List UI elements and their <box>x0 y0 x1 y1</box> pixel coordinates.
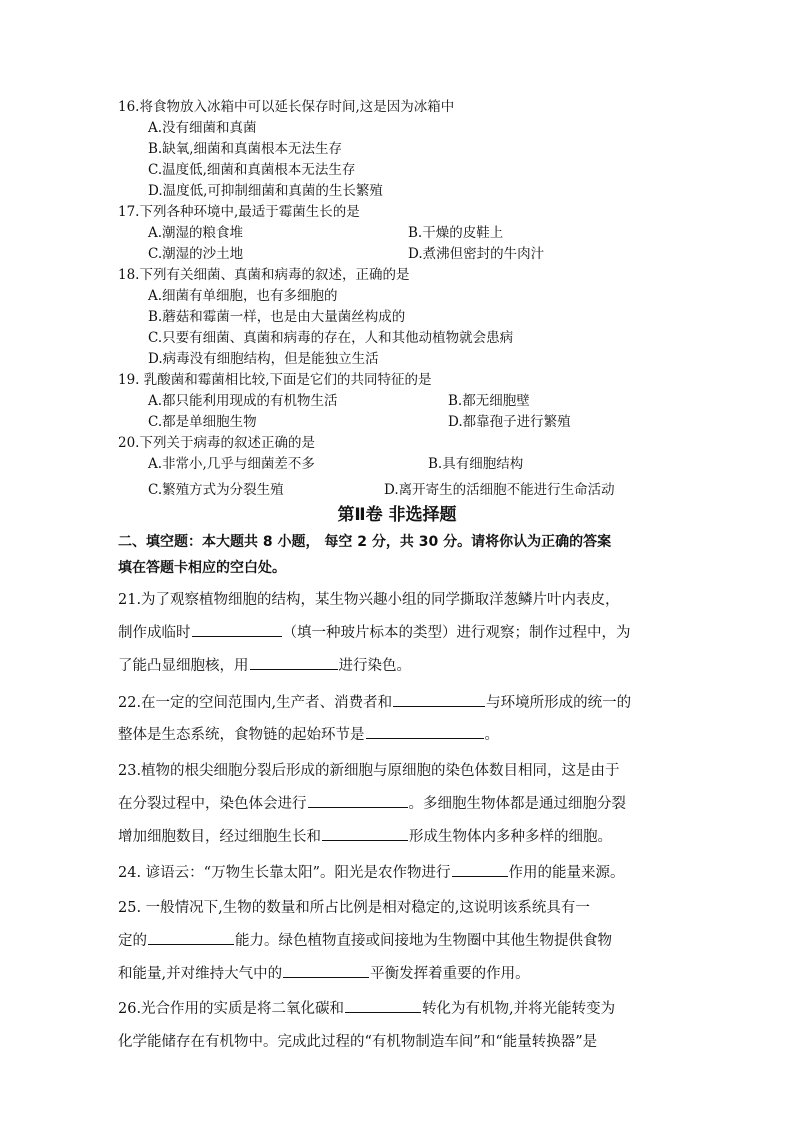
answer-blank[interactable] <box>366 724 484 739</box>
question-22-line-1: 22.在一定的空间范围内,生产者、消费者和 与环境所形成的统一的 <box>118 688 631 718</box>
instructions-line-2: 填在答题卡相应的空白处。 <box>118 560 286 576</box>
question-23-line-1: 23.植物的根尖细胞分裂后形成的新细胞与原细胞的染色体数目相同，这是由于 <box>118 763 620 779</box>
answer-blank[interactable] <box>192 622 282 637</box>
question-19-stem: 19. 乳酸菌和霉菌相比较,下面是它们的共同特征的是 <box>118 372 432 388</box>
question-18-option-a: A.细菌有单细胞，也有多细胞的 <box>148 288 338 304</box>
question-17-option-d: D.煮沸但密封的牛肉汁 <box>408 246 545 262</box>
question-16-option-b: B.缺氧,细菌和真菌根本无法生存 <box>148 141 343 157</box>
answer-blank[interactable] <box>393 692 485 707</box>
answer-blank[interactable] <box>322 826 408 841</box>
question-16-option-d: D.温度低,可抑制细菌和真菌的生长繁殖 <box>148 183 383 199</box>
instructions-line-1: 二、填空题：本大题共 8 小题， 每空 2 分，共 30 分。请将你认为正确的答案 <box>118 534 612 550</box>
answer-blank[interactable] <box>452 862 508 877</box>
question-26-line-2: 化学能储存在有机物中。完成此过程的“有机物制造车间”和“能量转换器”是 <box>118 1034 598 1050</box>
question-20-option-d: D.离开寄生的活细胞不能进行生命活动 <box>384 482 615 498</box>
question-19-option-a: A.都只能利用现成的有机物生活 <box>148 393 338 409</box>
question-23-line-2: 在分裂过程中，染色体会进行 。多细胞生物体都是通过细胞分裂 <box>118 789 626 819</box>
question-21-line-2: 制作成临时 （填一种玻片标本的类型）进行观察；制作过程中，为 <box>118 618 631 648</box>
question-17-stem: 17.下列各种环境中,最适于霉菌生长的是 <box>118 204 360 220</box>
question-22-line-2: 整体是生态系统，食物链的起始环节是 。 <box>118 720 499 750</box>
question-19-option-b: B.都无细胞壁 <box>448 393 530 409</box>
section-title: 第Ⅱ卷 非选择题 <box>337 505 457 525</box>
question-21-line-3: 了能凸显细胞核，用 进行染色。 <box>118 651 411 681</box>
question-16-option-c: C.温度低,细菌和真菌根本无法生存 <box>148 162 356 178</box>
question-21-line-1: 21.为了观察植物细胞的结构，某生物兴趣小组的同学撕取洋葱鳞片叶内表皮， <box>118 592 620 608</box>
answer-blank[interactable] <box>308 793 408 808</box>
question-18-stem: 18.下列有关细菌、真菌和病毒的叙述，正确的是 <box>118 267 410 283</box>
question-19-option-d: D.都靠孢子进行繁殖 <box>448 414 571 430</box>
answer-blank[interactable] <box>345 998 421 1013</box>
question-19-option-c: C.都是单细胞生物 <box>148 414 257 430</box>
question-25-line-2: 定的 能力。绿色植物直接或间接地为生物圈中其他生物提供食物 <box>118 926 612 956</box>
question-17-option-a: A.潮湿的粮食堆 <box>148 225 244 241</box>
question-24-line-1: 24. 谚语云：“万物生长靠太阳”。阳光是农作物进行 作用的能量来源。 <box>118 858 625 888</box>
question-17-option-c: C.潮湿的沙土地 <box>148 246 244 262</box>
question-20-stem: 20.下列关于病毒的叙述正确的是 <box>118 435 315 451</box>
question-25-line-3: 和能量,并对维持大气中的 平衡发挥着重要的作用。 <box>118 959 530 989</box>
question-20-option-a: A.非常小,几乎与细菌差不多 <box>148 456 315 472</box>
question-18-option-b: B.蘑菇和霉菌一样，也是由大量菌丝构成的 <box>148 309 406 325</box>
question-18-option-c: C.只要有细菌、真菌和病毒的存在，人和其他动植物就会患病 <box>148 330 514 346</box>
question-25-line-1: 25. 一般情况下,生物的数量和所占比例是相对稳定的,这说明该系统具有一 <box>118 900 590 916</box>
question-18-option-d: D.病毒没有细胞结构，但是能独立生活 <box>148 351 379 367</box>
question-16-stem: 16.将食物放入冰箱中可以延长保存时间,这是因为冰箱中 <box>118 99 455 115</box>
question-23-line-3: 增加细胞数目，经过细胞生长和 形成生物体内多种多样的细胞。 <box>118 822 612 852</box>
question-20-option-b: B.具有细胞结构 <box>428 456 524 472</box>
answer-blank[interactable] <box>283 963 369 978</box>
question-20-option-c: C.繁殖方式为分裂生殖 <box>148 482 284 498</box>
question-26-line-1: 26.光合作用的实质是将二氧化碳和 转化为有机物,并将光能转变为 <box>118 994 615 1024</box>
answer-blank[interactable] <box>250 655 338 670</box>
question-17-option-b: B.干燥的皮鞋上 <box>408 225 504 241</box>
answer-blank[interactable] <box>148 930 234 945</box>
question-16-option-a: A.没有细菌和真菌 <box>148 120 257 136</box>
